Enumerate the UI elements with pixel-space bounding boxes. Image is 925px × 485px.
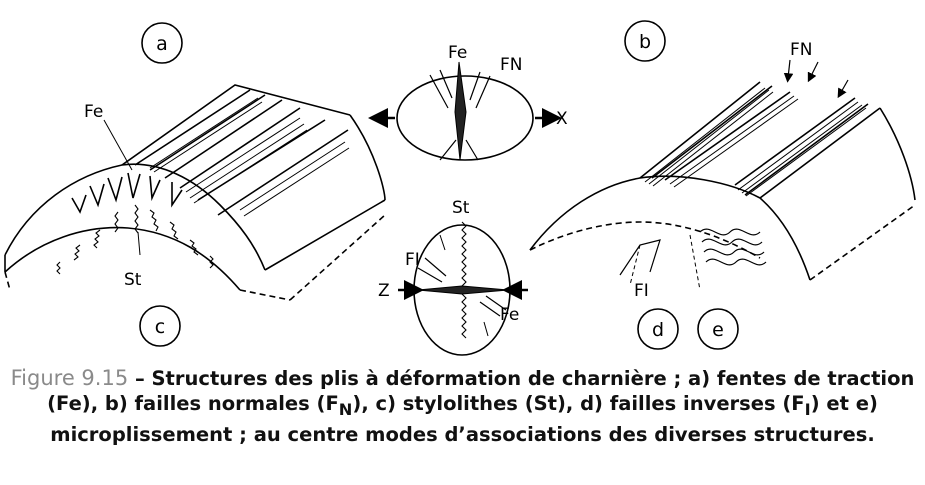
- label-circle-d: [638, 309, 678, 349]
- label-circle-c: [140, 306, 180, 346]
- center-top-ellipse: [378, 62, 552, 160]
- svg-text:d: d: [651, 319, 665, 341]
- svg-text:b: b: [638, 31, 652, 53]
- label-circle-b: [625, 21, 665, 61]
- center-top-fn-label: FN: [500, 55, 523, 75]
- caption-sub-i: I: [804, 399, 811, 419]
- caption-text-2: ), c) stylolithes (St), d) failles inverses (F: [352, 392, 805, 415]
- right-fn-label: FN: [790, 40, 813, 60]
- svg-text:e: e: [712, 319, 724, 341]
- left-st-label: St: [124, 270, 142, 290]
- svg-text:a: a: [156, 33, 168, 55]
- right-fi-label: FI: [634, 281, 649, 301]
- center-top-fe-label: Fe: [448, 43, 468, 63]
- center-bottom-z-label: Z: [378, 281, 390, 301]
- figure-caption: [10, 366, 915, 482]
- center-top-x-label: X: [556, 109, 568, 129]
- center-bottom-fi-label: FI: [405, 250, 420, 270]
- center-bottom-fe-label: Fe: [500, 305, 520, 325]
- right-fold-block: [530, 60, 915, 290]
- left-fold-block: [5, 85, 385, 300]
- svg-text:c: c: [154, 316, 166, 338]
- center-bottom-ellipse: [398, 222, 528, 355]
- figure-number: Figure 9.15: [10, 366, 129, 390]
- center-bottom-st-label: St: [452, 198, 470, 218]
- label-circle-a: [142, 23, 182, 63]
- label-circle-e: [698, 309, 738, 349]
- left-fe-label: Fe: [84, 102, 104, 122]
- caption-sub-n: N: [338, 399, 353, 419]
- caption-text-1: – Structures des plis à déformation de charnière ; a) fentes de traction (Fe), b) failles normales (F: [47, 367, 915, 415]
- caption-text-3: ) et e) microplissement ; au centre modes d’associations des diverses structures.: [50, 392, 878, 446]
